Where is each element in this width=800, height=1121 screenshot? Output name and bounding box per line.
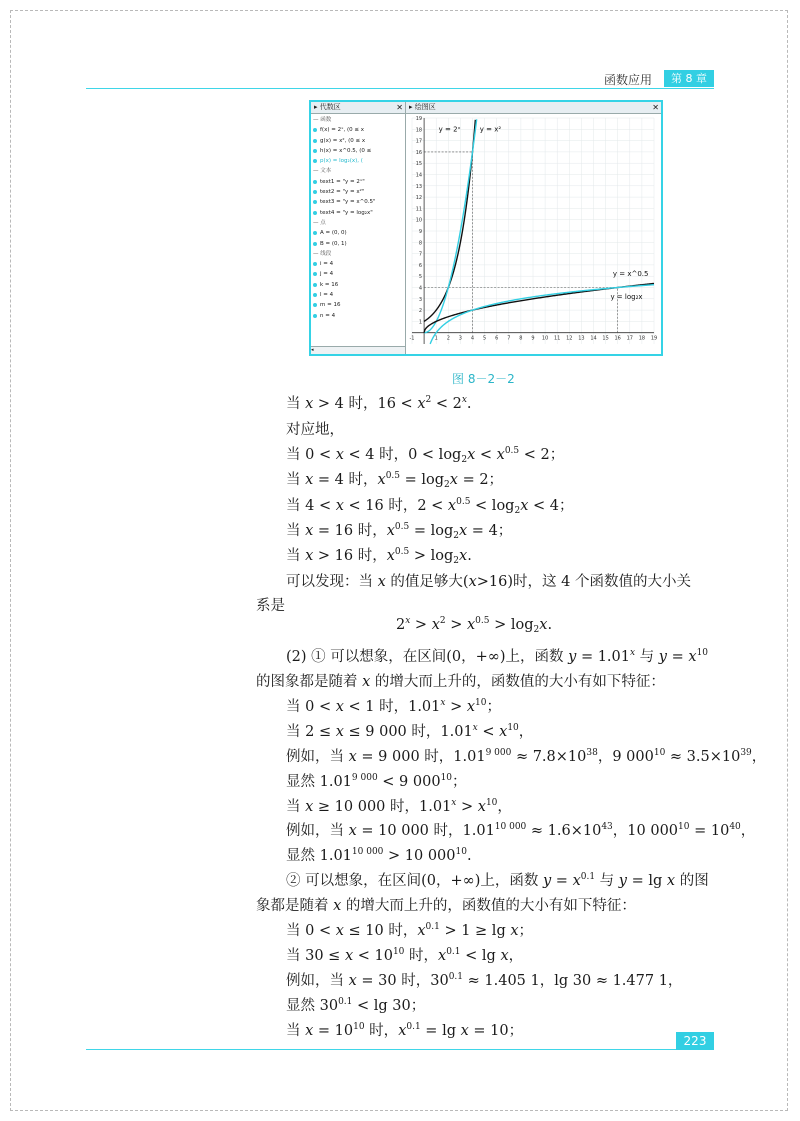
y-tick-label: 17 xyxy=(415,138,423,145)
text-line: 当 $x = 10^{10}$ 时，$x^{0.1} = \lg x = 10$； xyxy=(286,1022,524,1039)
series-line xyxy=(424,119,477,332)
text-line: $2^x > x^2 > x^{0.5} > \log_2x$. xyxy=(396,616,553,635)
text-line: 当 0 < x < 4 时，$0 < \log_2x < x^{0.5} < 2$； xyxy=(286,446,565,465)
algebra-item[interactable]: text4 = "y = log₂x" xyxy=(313,208,405,218)
y-tick-label: 6 xyxy=(418,262,423,269)
x-tick-label: 7 xyxy=(507,335,511,342)
algebra-item[interactable]: text3 = "y = x^0.5" xyxy=(313,197,405,207)
x-tick-label: 5 xyxy=(483,335,487,342)
algebra-item[interactable]: n = 4 xyxy=(313,311,405,321)
y-tick-label: 14 xyxy=(415,172,423,179)
y-tick-label: 10 xyxy=(415,217,423,224)
algebra-item[interactable]: A = (0, 0) xyxy=(313,228,405,238)
y-tick-label: 1 xyxy=(418,319,423,326)
text-line: 显然 $30^{0.1} < \lg 30$； xyxy=(286,997,426,1014)
y-tick-label: 7 xyxy=(418,251,423,258)
triangle-icon: ▸ xyxy=(409,103,415,111)
header-section-title: 函数应用 xyxy=(604,73,653,87)
series-line xyxy=(424,283,654,332)
text-line: 例如，当 x = 10 000 时，$1.01^{10 000} \approx 1.6\times 10^{43}$，10 $000^{10} = 10^{40}$， xyxy=(286,822,756,839)
algebra-item[interactable]: m = 16 xyxy=(313,300,405,310)
y-tick-label: 11 xyxy=(415,206,423,213)
function-plot[interactable] xyxy=(406,114,661,352)
footer-rule xyxy=(86,1049,714,1050)
y-tick-label: 3 xyxy=(418,296,423,303)
algebra-category: — 线段 xyxy=(313,250,332,257)
x-tick-label: 1 xyxy=(434,335,438,342)
x-tick-label: 14 xyxy=(590,335,597,342)
algebra-pane xyxy=(311,102,406,354)
x-tick-label: 15 xyxy=(602,335,609,342)
figure-caption: 图 8－2－2 xyxy=(452,372,515,386)
algebra-item[interactable]: text2 = "y = x²" xyxy=(313,187,405,197)
text-line: 例如，当 x = 30 时，$30^{0.1} \approx 1.405$ 1，lg 30 ≈ 1.477 1， xyxy=(286,972,683,989)
text-line: 例如，当 x = 9 000 时，$1.01^{9 000} \approx 7.8\times 10^{38}$，9 $000^{10} \approx 3.5\times 10^{39}$， xyxy=(286,748,767,765)
text-line: 当 0 < x ≤ 10 时，$x^{0.1} > 1 \ge \lg x$； xyxy=(286,922,534,939)
x-tick-label: 4 xyxy=(470,335,475,342)
y-tick-label: 19 xyxy=(415,116,423,122)
y-tick-label: 18 xyxy=(415,127,423,134)
x-tick-label: 9 xyxy=(531,335,535,342)
label-log: y = log₂x xyxy=(610,292,643,301)
text-line: 当 4 < x < 16 时，$2 < x^{0.5} < \log_2x < 4$； xyxy=(286,497,574,516)
x-tick-label: 10 xyxy=(541,335,549,342)
text-line: 对应地， xyxy=(286,422,344,438)
text-line: 当 x = 4 时，$x^{0.5} = \log_2x = 2$； xyxy=(286,471,504,490)
algebra-item[interactable]: f(x) = 2ˣ, (0 ≤ x xyxy=(313,125,405,135)
x-tick-label: -1 xyxy=(409,335,415,342)
text-line: ② 可以想象，在区间(0，+∞)上，函数 $y = x^{0.1}$ 与 y = lg x 的图 xyxy=(286,872,709,889)
algebra-item[interactable]: g(x) = x², (0 ≤ x xyxy=(313,136,405,146)
graphics-pane xyxy=(406,102,661,354)
x-tick-label: 6 xyxy=(495,335,499,342)
y-tick-label: 13 xyxy=(415,183,423,190)
figure-screenshot xyxy=(309,100,663,356)
y-tick-label: 5 xyxy=(418,274,423,281)
algebra-category: — 点 xyxy=(313,219,326,226)
x-tick-label: 16 xyxy=(614,335,621,342)
algebra-pane-titlebar xyxy=(311,102,405,114)
algebra-scrollbar[interactable]: ◂ xyxy=(311,346,405,354)
text-line: 显然 $1.01^{9 000} < 9$ $000^{10}$； xyxy=(286,773,467,790)
y-tick-label: 16 xyxy=(415,149,423,156)
x-tick-label: 8 xyxy=(519,335,523,342)
x-tick-label: 17 xyxy=(626,335,633,342)
y-tick-label: 2 xyxy=(418,308,423,315)
algebra-category: — 文本 xyxy=(313,168,332,175)
graphics-pane-titlebar xyxy=(406,102,661,114)
text-line: 的图象都是随着 x 的增大而上升的，函数值的大小有如下特征： xyxy=(256,674,665,690)
text-line: 当 2 ≤ x ≤ 9 000 时，$1.01^x < x^{10}$， xyxy=(286,723,534,740)
text-line: 当 x ≥ 10 000 时，$1.01^x > x^{10}$， xyxy=(286,798,512,815)
text-line: 可以发现：当 x 的值足够大(x>16)时，这 4 个函数值的大小关 xyxy=(286,574,691,590)
algebra-pane-title: 代数区 xyxy=(319,103,341,111)
text-line: 当 x > 4 时，$16 < x^2 < 2^x$. xyxy=(286,395,472,412)
algebra-item[interactable]: h(x) = x^0.5, (0 ≤ xyxy=(313,146,405,156)
text-line: 象都是随着 x 的增大而上升的，函数值的大小有如下特征： xyxy=(256,898,636,914)
algebra-list xyxy=(311,114,405,321)
x-tick-label: 2 xyxy=(446,335,450,342)
text-line: 当 x = 16 时，$x^{0.5} = \log_2x = 4$； xyxy=(286,522,513,541)
close-icon[interactable]: ✕ xyxy=(396,103,403,112)
algebra-item[interactable]: B = (0, 1) xyxy=(313,239,405,249)
text-line: (2) ① 可以想象，在区间(0，+∞)上，函数 $y = 1.01^x$ 与 $y = x^{10}$ xyxy=(286,648,709,665)
label-square: y = x² xyxy=(479,125,502,134)
label-exp: y = 2ˣ xyxy=(438,125,461,134)
triangle-icon: ▸ xyxy=(314,103,320,111)
x-tick-label: 19 xyxy=(650,335,658,342)
text-line: 显然 $1.01^{10 000} > 10$ $000^{10}$. xyxy=(286,847,472,864)
y-tick-label: 4 xyxy=(418,285,423,292)
x-tick-label: 13 xyxy=(578,335,585,342)
header-rule xyxy=(86,88,714,89)
x-tick-label: 3 xyxy=(458,335,462,342)
text-line: 当 x > 16 时，$x^{0.5} > \log_2x$. xyxy=(286,547,472,566)
y-tick-label: 9 xyxy=(418,229,423,235)
y-tick-label: 8 xyxy=(418,240,423,247)
algebra-item[interactable]: p(x) = log₂(x), ( xyxy=(313,156,405,166)
close-icon[interactable]: ✕ xyxy=(652,103,659,112)
page-number: 223 xyxy=(676,1032,714,1050)
series-line xyxy=(424,120,475,322)
algebra-item[interactable]: k = 16 xyxy=(313,280,405,290)
x-tick-label: 11 xyxy=(554,335,561,342)
algebra-item[interactable]: i = 4 xyxy=(313,259,405,269)
text-line: 当 $30 \le x < 10^{10}$ 时，$x^{0.1} < \lg x$， xyxy=(286,947,524,964)
algebra-item[interactable]: text1 = "y = 2ˣ" xyxy=(313,177,405,187)
graphics-pane-title: 绘图区 xyxy=(414,103,436,111)
algebra-item[interactable]: j = 4 xyxy=(313,269,405,279)
y-tick-label: 12 xyxy=(415,195,423,202)
y-tick-label: 15 xyxy=(415,161,423,168)
x-tick-label: 18 xyxy=(638,335,646,342)
x-tick-label: 12 xyxy=(566,335,573,342)
text-line: 系是 xyxy=(256,598,285,614)
header-chapter-badge: 第 8 章 xyxy=(664,70,714,87)
text-line: 当 0 < x < 1 时，$1.01^x > x^{10}$； xyxy=(286,698,501,715)
label-sqrt: y = x^0.5 xyxy=(612,270,649,279)
algebra-item[interactable]: l = 4 xyxy=(313,290,405,300)
algebra-category: — 函数 xyxy=(313,117,332,123)
